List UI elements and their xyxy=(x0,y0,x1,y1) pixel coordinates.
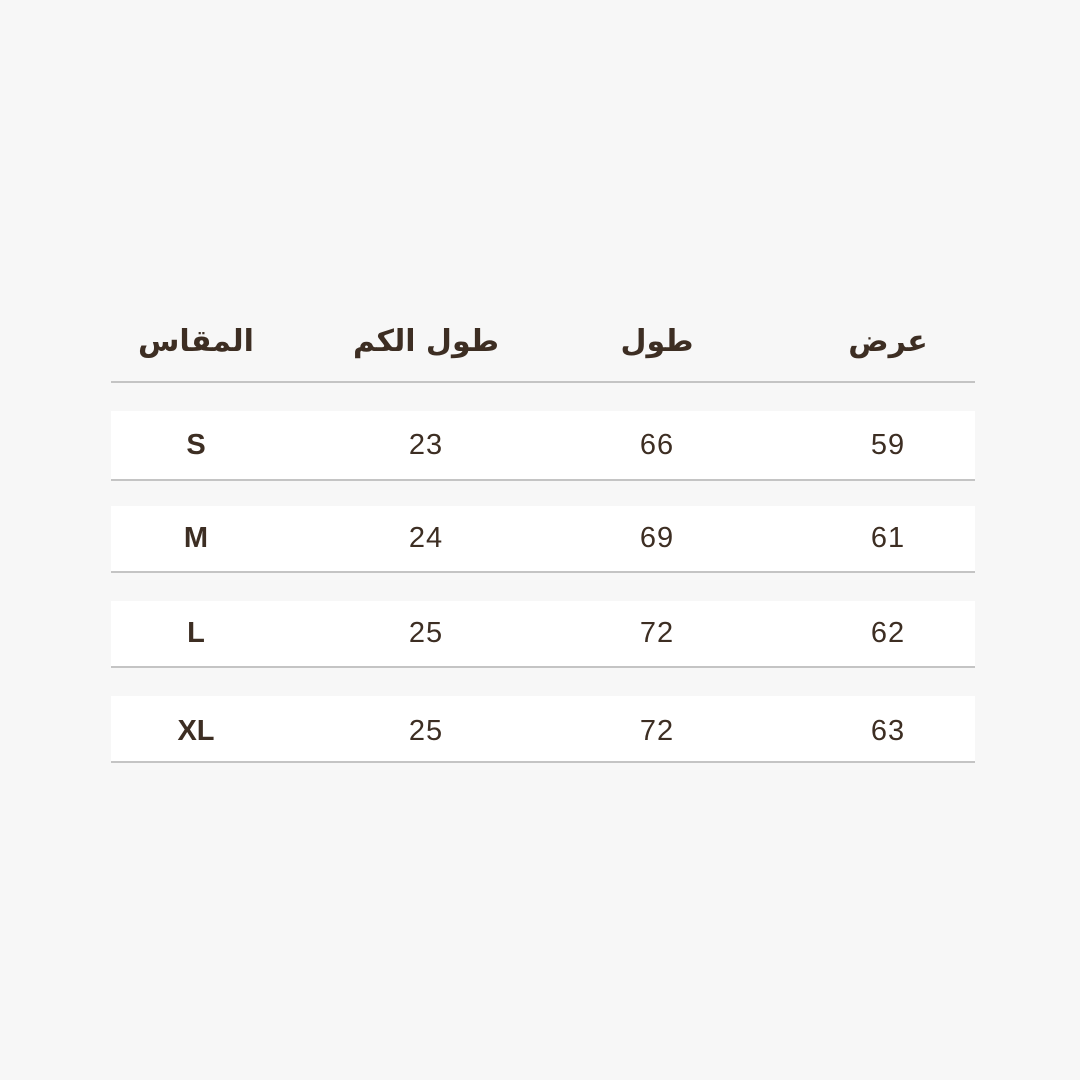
table-row-s xyxy=(111,411,975,481)
cell-length: 66 xyxy=(639,429,675,461)
cell-width: 59 xyxy=(870,429,906,461)
cell-sleeve-length: 25 xyxy=(408,617,444,649)
table-row-xl xyxy=(111,696,975,763)
cell-width: 62 xyxy=(870,617,906,649)
cell-width: 61 xyxy=(870,522,906,554)
cell-size: M xyxy=(183,522,209,554)
cell-sleeve-length: 24 xyxy=(408,522,444,554)
table-header-row xyxy=(111,300,975,383)
cell-size: L xyxy=(187,617,205,649)
header-sleeve-length: طول الكم xyxy=(352,324,500,359)
table-row-l xyxy=(111,601,975,668)
table-row-m xyxy=(111,506,975,573)
cell-size: XL xyxy=(177,715,215,747)
cell-width: 63 xyxy=(870,715,906,747)
header-length: طول xyxy=(620,324,694,359)
cell-length: 69 xyxy=(639,522,675,554)
cell-sleeve-length: 23 xyxy=(408,429,444,461)
cell-length: 72 xyxy=(639,617,675,649)
cell-size: S xyxy=(186,429,206,461)
cell-length: 72 xyxy=(639,715,675,747)
header-size: المقاس xyxy=(138,324,254,359)
size-chart-table xyxy=(111,300,975,747)
cell-sleeve-length: 25 xyxy=(408,715,444,747)
header-width: عرض xyxy=(848,324,928,359)
